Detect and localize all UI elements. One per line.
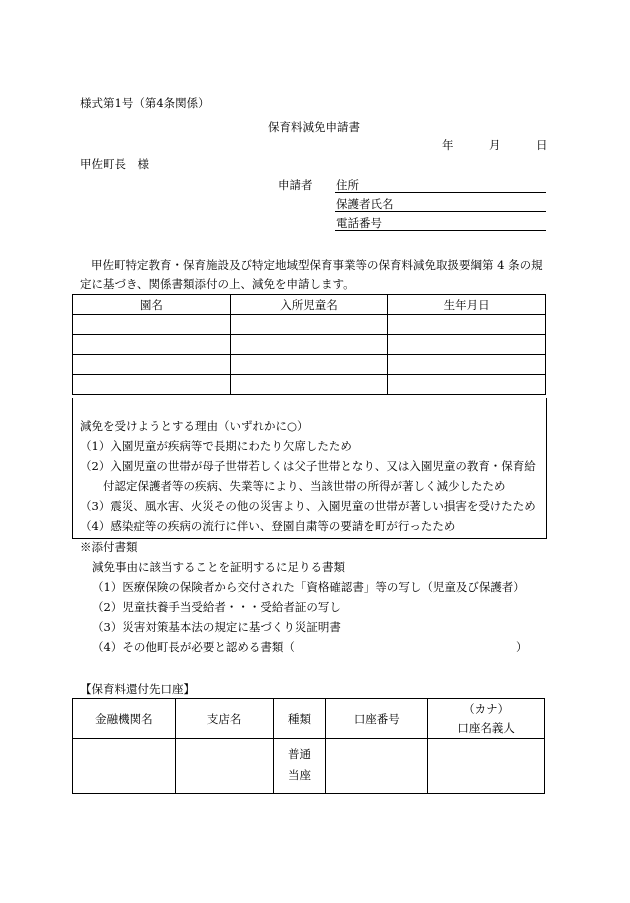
account-type-checking[interactable]: 当座	[287, 768, 311, 782]
child-name-cell[interactable]	[230, 355, 388, 375]
guardian-name-label: 保護者氏名	[336, 197, 394, 211]
branch-name-cell[interactable]	[175, 739, 273, 794]
date-year: 年	[442, 138, 454, 152]
applicant-label: 申請者	[278, 178, 313, 192]
body-text-line2: 定に基づき、関係書類添付の上、減免を申請します。	[80, 277, 355, 291]
address-label: 住所	[336, 178, 359, 192]
addressee: 甲佐町長 様	[80, 157, 149, 171]
table-row	[73, 335, 546, 355]
birthdate-cell[interactable]	[388, 355, 546, 375]
reason-item-2[interactable]: （2）入園児童の世帯が母子世帯若しくは父子世帯となり、又は入園児童の教育・保育給	[80, 459, 536, 473]
header-school-name: 園名	[73, 295, 231, 315]
birthdate-cell[interactable]	[388, 375, 546, 395]
form-number: 様式第1号（第4条関係）	[80, 96, 210, 110]
address-field[interactable]	[335, 192, 546, 193]
bank-name-cell[interactable]	[73, 739, 176, 794]
header-account-holder	[428, 699, 545, 739]
header-account-number: 口座番号	[326, 699, 428, 739]
guardian-name-field[interactable]	[335, 211, 546, 212]
account-holder-label: 口座名義人	[457, 720, 515, 735]
page-title: 保育料減免申請書	[268, 120, 360, 134]
reason-item-3[interactable]: （3）震災、風水害、火災その他の災害より、入園児童の世帯が著しい損害を受けたため	[80, 499, 536, 513]
table-row	[73, 355, 546, 375]
phone-label: 電話番号	[336, 216, 382, 230]
table-row	[73, 315, 546, 335]
table-row	[73, 739, 545, 794]
header-account-type: 種類	[273, 699, 326, 739]
child-name-cell[interactable]	[230, 315, 388, 335]
header-birthdate: 生年月日	[388, 295, 546, 315]
school-name-cell[interactable]	[73, 335, 231, 355]
header-bank-name: 金融機関名	[73, 699, 176, 739]
account-type-cell[interactable]	[273, 739, 326, 794]
child-name-cell[interactable]	[230, 375, 388, 395]
school-name-cell[interactable]	[73, 315, 231, 335]
table-row	[73, 375, 546, 395]
attachments-heading: ※添付書類	[80, 540, 138, 554]
attachment-item-2: （2）児童扶養手当受給者・・・受給者証の写し	[92, 600, 341, 614]
attachment-item-3: （3）災害対策基本法の規定に基づくり災証明書	[92, 620, 341, 634]
account-holder-cell[interactable]	[428, 739, 545, 794]
attachments-intro: 減免事由に該当することを証明するに足りる書類	[92, 560, 345, 574]
school-name-cell[interactable]	[73, 375, 231, 395]
reason-item-4[interactable]: （4）感染症等の疾病の流行に伴い、登園自粛等の要請を町が行ったため	[80, 519, 456, 533]
reason-item-1[interactable]: （1）入園児童が疾病等で長期にわたり欠席したため	[80, 439, 352, 453]
attachment-item-4: （4）その他町長が必要と認める書類（	[92, 640, 295, 654]
account-number-cell[interactable]	[326, 739, 428, 794]
header-child-name: 入所児童名	[230, 295, 388, 315]
birthdate-cell[interactable]	[388, 315, 546, 335]
attachment-item-1: （1）医療保険の保険者から交付された「資格確認書」等の写し（児童及び保護者）	[92, 580, 525, 594]
date-month: 月	[489, 138, 501, 152]
birthdate-cell[interactable]	[388, 335, 546, 355]
school-name-cell[interactable]	[73, 355, 231, 375]
attachment-item-4-close: ）	[516, 640, 528, 654]
children-table	[72, 294, 546, 395]
refund-account-table	[72, 698, 545, 794]
children-table-header	[73, 295, 546, 315]
header-branch-name: 支店名	[175, 699, 273, 739]
date-day: 日	[536, 138, 548, 152]
account-holder-kana: （カナ）	[463, 701, 510, 716]
refund-heading: 【保育料還付先口座】	[80, 682, 195, 696]
refund-table-header	[73, 699, 545, 739]
child-name-cell[interactable]	[230, 335, 388, 355]
reason-item-2-continued: 付認定保護者等の疾病、失業等により、当該世帯の所得が著しく減少したため	[103, 479, 506, 493]
phone-field[interactable]	[335, 230, 546, 231]
account-type-ordinary[interactable]: 普通	[287, 747, 311, 761]
body-text-line1: 甲佐町特定教育・保育施設及び特定地域型保育事業等の保育料減免取扱要綱第 4 条の規	[91, 258, 543, 272]
reasons-heading: 減免を受けようとする理由（いずれかに○）	[80, 419, 309, 433]
